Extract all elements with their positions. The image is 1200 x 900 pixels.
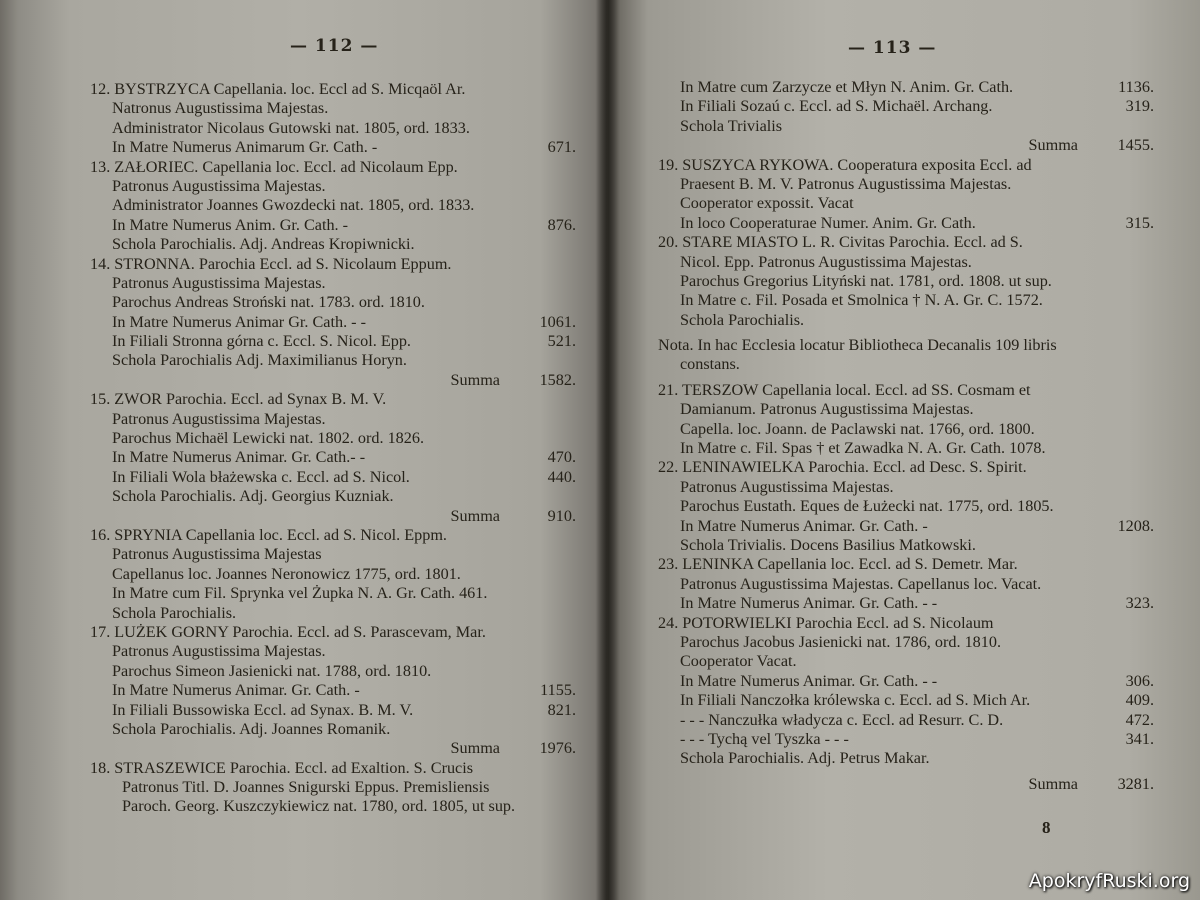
text-line [90,332,576,351]
text-line [658,575,1154,594]
line-text: In Matre Numerus Animar Gr. Cath. - - [112,312,366,331]
book-gutter [596,0,620,900]
line-text: - - - Tychą vel Tyszka - - - [680,729,849,748]
line-text: Patronus Titl. D. Joannes Snigurski Eppus. Premisliensis [122,778,490,797]
text-line [658,291,1154,310]
line-text: Parochus Andreas Stroński nat. 1783. ord. 1810. [112,293,425,312]
line-text: Schola Parochialis. Adj. Petrus Makar. [680,749,930,768]
text-line [658,400,1154,419]
line-text: Capellanus loc. Joannes Neronowicz 1775, ord. 1801. [112,564,461,583]
text-line [658,691,1154,710]
text-line [90,255,576,274]
line-text: Patronus Augustissima Majestas. Capellanus loc. Vacat. [680,574,1042,593]
text-line [90,797,576,816]
line-text: In Filiali Bussowiska Eccl. ad Synax. B. M. V. [112,700,414,719]
summa-label: Summa [450,370,500,389]
text-line [658,272,1154,291]
text-line [90,545,576,564]
text-line [658,253,1154,272]
line-text: In Filiali Nanczołka królewska c. Eccl. ad S. Mich Ar. [680,691,1031,710]
line-text: In Matre Numerus Animar. Gr. Cath. - [112,681,360,700]
population-count: 821. [547,700,576,719]
summa-line [90,507,576,526]
line-text: Administrator Joannes Gwozdecki nat. 1805, ord. 1833. [112,196,475,215]
text-line [90,235,576,254]
line-text: 19. SUSZYCA RYKOWA. Cooperatura exposita Eccl. ad [658,155,1032,174]
line-text: Patronus Augustissima Majestas. [112,409,326,428]
text-line [90,274,576,293]
text-line [90,119,576,138]
text-line [658,311,1154,330]
summa-label: Summa [450,506,500,525]
signature-mark: 8 [1042,818,1051,837]
line-text: Patronus Augustissima Majestas. [680,477,894,496]
summa-line [658,136,1154,155]
summa-line [90,371,576,390]
text-line [658,749,1154,768]
line-text: 24. POTORWIELKI Parochia Eccl. ad S. Nicolaum [658,613,994,632]
text-line [658,652,1154,671]
population-count: 470. [547,448,576,467]
summa-value: 910. [547,506,576,525]
line-text: In Matre Numerus Anim. Gr. Cath. - [112,215,349,234]
text-line [90,701,576,720]
summa-label: Summa [450,739,500,758]
right-page-text [658,78,1154,794]
line-text: Parochus Simeon Jasienicki nat. 1788, ord. 1810. [112,661,432,680]
text-line [658,233,1154,252]
line-text: Schola Parochialis. Adj. Joannes Romanik. [112,719,391,738]
text-line [90,778,576,797]
population-count: 472. [1125,710,1154,729]
text-line [90,313,576,332]
population-count: 341. [1125,729,1154,748]
line-text: Nota. In hac Ecclesia locatur Bibliotheca Decanalis 109 libris [658,336,1057,355]
line-text: Cooperator expossit. Vacat [680,194,854,213]
population-count: 671. [547,138,576,157]
text-line [90,80,576,99]
left-page-text [90,80,576,817]
line-text: 21. TERSZOW Capellania local. Eccl. ad SS. Cosmam et [658,380,1031,399]
text-line [658,355,1154,374]
text-line [658,711,1154,730]
summa-label: Summa [1028,136,1078,155]
line-text: 23. LENINKA Capellania loc. Eccl. ad S. Demetr. Mar. [658,555,1018,574]
summa-value: 1455. [1117,136,1154,155]
text-line [658,214,1154,233]
line-text: 18. STRASZEWICE Parochia. Eccl. ad Exaltion. S. Crucis [90,758,474,777]
text-line [90,584,576,603]
line-text: - - - Nanczułka władycza c. Eccl. ad Resurr. C. D. [680,710,1004,729]
line-text: Schola Parochialis. Adj. Andreas Kropiwnicki. [112,235,415,254]
text-line [90,177,576,196]
line-text: 13. ZAŁORIEC. Capellania loc. Eccl. ad Nicolaum Epp. [90,157,458,176]
line-text: Patronus Augustissima Majestas [112,545,322,564]
text-line [658,594,1154,613]
population-count: 440. [547,467,576,486]
line-text: In loco Cooperaturae Numer. Anim. Gr. Cath. [680,213,976,232]
population-count: 1136. [1118,78,1154,96]
text-line [658,78,1154,97]
summa-line [90,739,576,758]
line-text: In Filiali Wola błażewska c. Eccl. ad S. Nicol. [112,467,410,486]
line-text: 14. STRONNA. Parochia Eccl. ad S. Nicolaum Eppum. [90,254,452,273]
text-line [90,351,576,370]
line-text: Patronus Augustissima Majestas. [112,176,326,195]
line-text: Parochus Michaël Lewicki nat. 1802. ord. 1826. [112,429,424,448]
text-line [90,720,576,739]
line-text: Schola Trivialis [680,116,783,135]
population-count: 1208. [1117,516,1154,535]
text-line [90,216,576,235]
population-count: 1155. [540,681,576,700]
text-line [658,517,1154,536]
text-line [658,117,1154,136]
line-text: In Matre cum Fil. Sprynka vel Żupka N. A. Gr. Cath. 461. [112,584,488,603]
text-line [658,156,1154,175]
text-line [90,681,576,700]
line-text: 17. LUŻEK GORNY Parochia. Eccl. ad S. Parascevam, Mar. [90,622,486,641]
text-line [658,614,1154,633]
text-line [658,497,1154,516]
text-line [658,478,1154,497]
line-text: In Filiali Sozaú c. Eccl. ad S. Michaël. Archang. [680,97,993,116]
text-line [658,536,1154,555]
text-line [90,565,576,584]
watermark: ApokryfRuski.org [1028,870,1190,892]
population-count: 1061. [539,312,576,331]
line-text: Parochus Eustath. Eques de Łużecki nat. 1775, ord. 1805. [680,497,1054,516]
text-line [90,759,576,778]
text-line [90,526,576,545]
text-line [90,293,576,312]
line-text: Schola Trivialis. Docens Basilius Matkowski. [680,535,976,554]
text-line [658,97,1154,116]
text-line [90,642,576,661]
text-line [658,555,1154,574]
text-line [658,633,1154,652]
text-line [658,420,1154,439]
text-line [90,429,576,448]
text-line [90,604,576,623]
line-text: Capella. loc. Joann. de Paclawski nat. 1766, ord. 1800. [680,419,1035,438]
population-count: 315. [1125,213,1154,232]
text-line [90,410,576,429]
right-page [608,0,1200,900]
line-text: In Matre c. Fil. Posada et Smolnica † N. A. Gr. C. 1572. [680,291,1043,310]
text-line [658,336,1154,355]
line-text: Cooperator Vacat. [680,652,797,671]
text-line [90,158,576,177]
summa-line [658,775,1154,794]
line-text: In Matre Numerus Animar. Gr. Cath.- - [112,448,366,467]
line-text: In Filiali Stronna górna c. Eccl. S. Nicol. Epp. [112,332,411,351]
line-text: 20. STARE MIASTO L. R. Civitas Parochia. Eccl. ad S. [658,233,1023,252]
text-line [90,138,576,157]
summa-label: Summa [1028,774,1078,793]
line-text: Damianum. Patronus Augustissima Majestas. [680,400,974,419]
text-line [658,175,1154,194]
line-text: 16. SPRYNIA Capellania loc. Eccl. ad S. Nicol. Eppm. [90,525,447,544]
line-text: 12. BYSTRZYCA Capellania. loc. Eccl ad S. Micqaöl Ar. [90,80,466,98]
summa-value: 1976. [539,739,576,758]
text-line [90,623,576,642]
line-text: Schola Parochialis Adj. Maximilianus Horyn. [112,351,407,370]
text-line [658,439,1154,458]
line-text: Paroch. Georg. Kuszczykiewicz nat. 1780, ord. 1805, ut sup. [122,797,516,816]
population-count: 409. [1125,691,1154,710]
text-line [658,381,1154,400]
line-text: In Matre Numerus Animar. Gr. Cath. - [680,516,928,535]
line-text: Natronus Augustissima Majestas. [112,99,329,118]
line-text: Schola Parochialis. [680,310,805,329]
line-text: Patronus Augustissima Majestas. [112,642,326,661]
population-count: 323. [1125,594,1154,613]
line-text: In Matre Numerus Animar. Gr. Cath. - - [680,594,938,613]
population-count: 876. [547,215,576,234]
page-number-left: — 112 — [290,36,379,56]
text-line [658,672,1154,691]
summa-value: 1582. [539,370,576,389]
line-text: Administrator Nicolaus Gutowski nat. 1805, ord. 1833. [112,118,470,137]
text-line [90,448,576,467]
line-text: In Matre cum Zarzycze et Młyn N. Anim. Gr. Cath. [680,78,1014,96]
text-line [658,730,1154,749]
line-text: Parochus Jacobus Jasienicki nat. 1786, ord. 1810. [680,632,1001,651]
text-line [658,194,1154,213]
text-line [658,458,1154,477]
population-count: 319. [1125,97,1154,116]
line-text: Parochus Gregorius Lityński nat. 1781, ord. 1808. ut sup. [680,271,1052,290]
text-line [90,390,576,409]
line-text: Nicol. Epp. Patronus Augustissima Majestas. [680,252,972,271]
line-text: Patronus Augustissima Majestas. [112,273,326,292]
line-text: Schola Parochialis. Adj. Georgius Kuzniak. [112,487,394,506]
population-count: 521. [547,332,576,351]
line-text: In Matre Numerus Animarum Gr. Cath. - [112,138,378,157]
population-count: 306. [1125,671,1154,690]
line-text: 15. ZWOR Parochia. Eccl. ad Synax B. M. V. [90,390,387,409]
line-text: constans. [680,355,740,374]
text-line [90,468,576,487]
line-text: 22. LENINAWIELKA Parochia. Eccl. ad Desc. S. Spirit. [658,458,1027,477]
text-line [90,196,576,215]
summa-value: 3281. [1117,774,1154,793]
text-line [90,662,576,681]
page-number-right: — 113 — [848,38,937,58]
text-line [90,99,576,118]
line-text: In Matre Numerus Animar. Gr. Cath. - - [680,671,938,690]
line-text: Praesent B. M. V. Patronus Augustissima Majestas. [680,174,1012,193]
text-line [90,487,576,506]
line-text: Schola Parochialis. [112,603,237,622]
line-text: In Matre c. Fil. Spas † et Zawadka N. A. Gr. Cath. 1078. [680,439,1046,458]
